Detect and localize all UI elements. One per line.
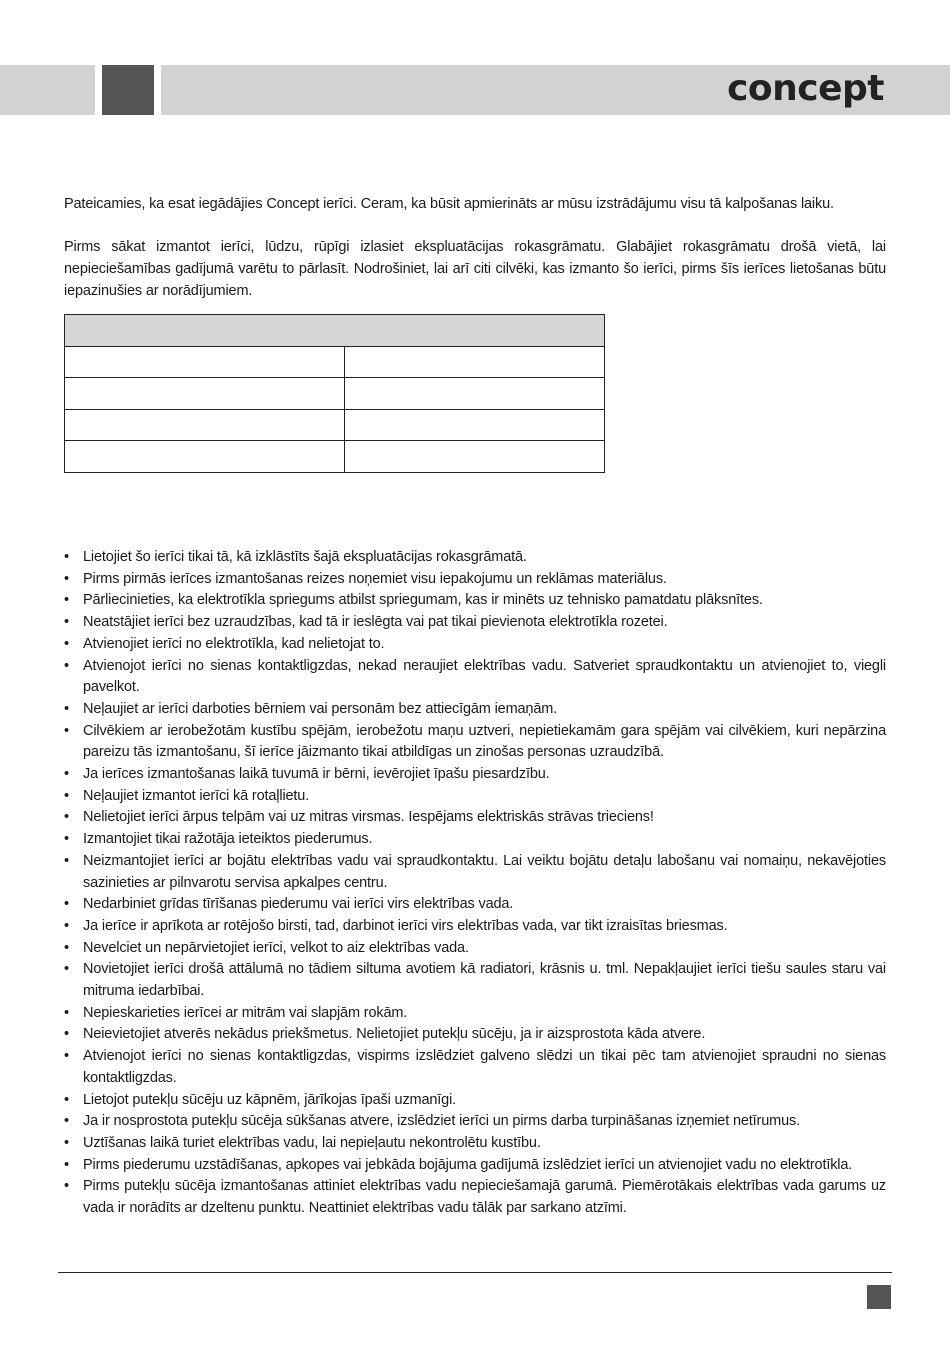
list-item: • Nepieskarieties ierīcei ar mitrām vai slapjām rokām. <box>64 1003 886 1025</box>
table-cell <box>65 347 345 378</box>
list-item: • Ja ierīces izmantošanas laikā tuvumā ir bērni, ievērojiet īpašu piesardzību. <box>64 764 886 786</box>
list-item: • Atvienojot ierīci no sienas kontaktligzdas, nekad neraujiet elektrības vadu. Satveriet spraudkontaktu un atvienojiet to, viegli pavelkot. <box>64 656 886 699</box>
list-item: • Neļaujiet izmantot ierīci kā rotaļlietu. <box>64 786 886 808</box>
list-item: • Pirms putekļu sūcēja izmantošanas attiniet elektrības vadu nepieciešamajā garumā. Piemērotākais elektrības vada garums uz vada ir norādīts ar dzeltenu punktu. Neattiniet elektrības vadu tālāk par sarkano atzīmi. <box>64 1176 886 1219</box>
table-cell <box>65 378 345 409</box>
table-cell <box>345 441 605 472</box>
list-item: • Neievietojiet atverēs nekādus priekšmetus. Nelietojiet putekļu sūcēju, ja ir aizsprostota kāda atvere. <box>64 1024 886 1046</box>
list-item: • Pirms piederumu uzstādīšanas, apkopes vai jebkāda bojājuma gadījumā izslēdziet ierīci un atvienojiet vadu no elektrotīkla. <box>64 1155 886 1177</box>
footer-page-marker <box>867 1285 891 1309</box>
list-item: • Lietojot putekļu sūcēju uz kāpnēm, jārīkojas īpaši uzmanīgi. <box>64 1090 886 1112</box>
footer-divider <box>58 1272 892 1273</box>
intro-paragraph-thanks: Pateicamies, ka esat iegādājies Concept ierīci. Ceram, ka būsit apmierināts ar mūsu izstrādājumu visu tā kalpošanas laiku. <box>64 196 834 212</box>
list-item: • Cilvēkiem ar ierobežotām kustību spējām, ierobežotu maņu uztveri, nepietiekamām gara spējām vai cilvēkiem, kuri nepārzina pareizu tās izmantošanu, šī ierīce jāizmanto tikai atbildīgas un zinošas personas uzraudzībā. <box>64 721 886 764</box>
list-item: • Atvienojiet ierīci no elektrotīkla, kad nelietojat to. <box>64 634 886 656</box>
table-cell <box>345 409 605 440</box>
product-info-table <box>64 314 605 473</box>
table-row <box>65 441 605 472</box>
table-header-cell <box>65 315 605 347</box>
brand-logo: concept <box>727 68 884 109</box>
table-cell <box>65 409 345 440</box>
list-item: • Neļaujiet ar ierīci darboties bērniem vai personām bez attiecīgām iemaņām. <box>64 699 886 721</box>
list-item: • Novietojiet ierīci drošā attālumā no tādiem siltuma avotiem kā radiatori, krāsnis u. tml. Nepakļaujiet ierīci tiešu saules staru vai mitruma iedarbībai. <box>64 959 886 1002</box>
table-row <box>65 347 605 378</box>
list-item: • Ja ierīce ir aprīkota ar rotējošo birsti, tad, darbinot ierīci virs elektrības vada, var tikt izraisītas briesmas. <box>64 916 886 938</box>
list-item: • Neizmantojiet ierīci ar bojātu elektrības vadu vai spraudkontaktu. Lai veiktu bojātu detaļu labošanu vai nomaiņu, nekavējoties sazinieties ar pilnvarotu servisa apkalpes centru. <box>64 851 886 894</box>
list-item: • Pirms pirmās ierīces izmantošanas reizes noņemiet visu iepakojumu un reklāmas materiālus. <box>64 569 886 591</box>
list-item: • Nevelciet un nepārvietojiet ierīci, velkot to aiz elektrības vada. <box>64 938 886 960</box>
list-item: • Nelietojiet ierīci ārpus telpām vai uz mitras virsmas. Iespējams elektriskās strāvas trieciens! <box>64 807 886 829</box>
list-item: • Nedarbiniet grīdas tīrīšanas piederumu vai ierīci virs elektrības vada. <box>64 894 886 916</box>
table-row <box>65 409 605 440</box>
header-square <box>102 65 154 115</box>
list-item: • Atvienojot ierīci no sienas kontaktligzdas, vispirms izslēdziet galveno slēdzi un tikai pēc tam atvienojiet spraudni no sienas kontaktligzdas. <box>64 1046 886 1089</box>
table-cell <box>345 347 605 378</box>
table-row <box>65 378 605 409</box>
list-item: • Izmantojiet tikai ražotāja ieteiktos piederumus. <box>64 829 886 851</box>
list-item: • Uztīšanas laikā turiet elektrības vadu, lai nepieļautu nekontrolētu kustību. <box>64 1133 886 1155</box>
list-item: • Neatstājiet ierīci bez uzraudzības, kad tā ir ieslēgta vai pat tikai pievienota elektrotīkla rozetei. <box>64 612 886 634</box>
table-cell <box>65 441 345 472</box>
safety-rules-list <box>64 547 886 1220</box>
list-item: • Lietojiet šo ierīci tikai tā, kā izklāstīts šajā ekspluatācijas rokasgrāmatā. <box>64 547 886 569</box>
table-cell <box>345 378 605 409</box>
table-header-row <box>65 315 605 347</box>
list-item: • Pārliecinieties, ka elektrotīkla spriegums atbilst spriegumam, kas ir minēts uz tehnisko pamatdatu plāksnītes. <box>64 590 886 612</box>
list-item: • Ja ir nosprostota putekļu sūcēja sūkšanas atvere, izslēdziet ierīci un pirms darba turpināšanas izņemiet netīrumus. <box>64 1111 886 1133</box>
intro-paragraph-instructions: Pirms sākat izmantot ierīci, lūdzu, rūpīgi izlasiet ekspluatācijas rokasgrāmatu. Glabājiet rokasgrāmatu drošā vietā, lai nepieciešamības gadījumā varētu to pārlasīt. Nodrošiniet, lai arī citi cilvēki, kas izmanto šo ierīci, pirms šīs ierīces lietošanas būtu iepazinušies ar norādījumiem. <box>64 239 886 299</box>
header-bar-left <box>0 65 95 115</box>
